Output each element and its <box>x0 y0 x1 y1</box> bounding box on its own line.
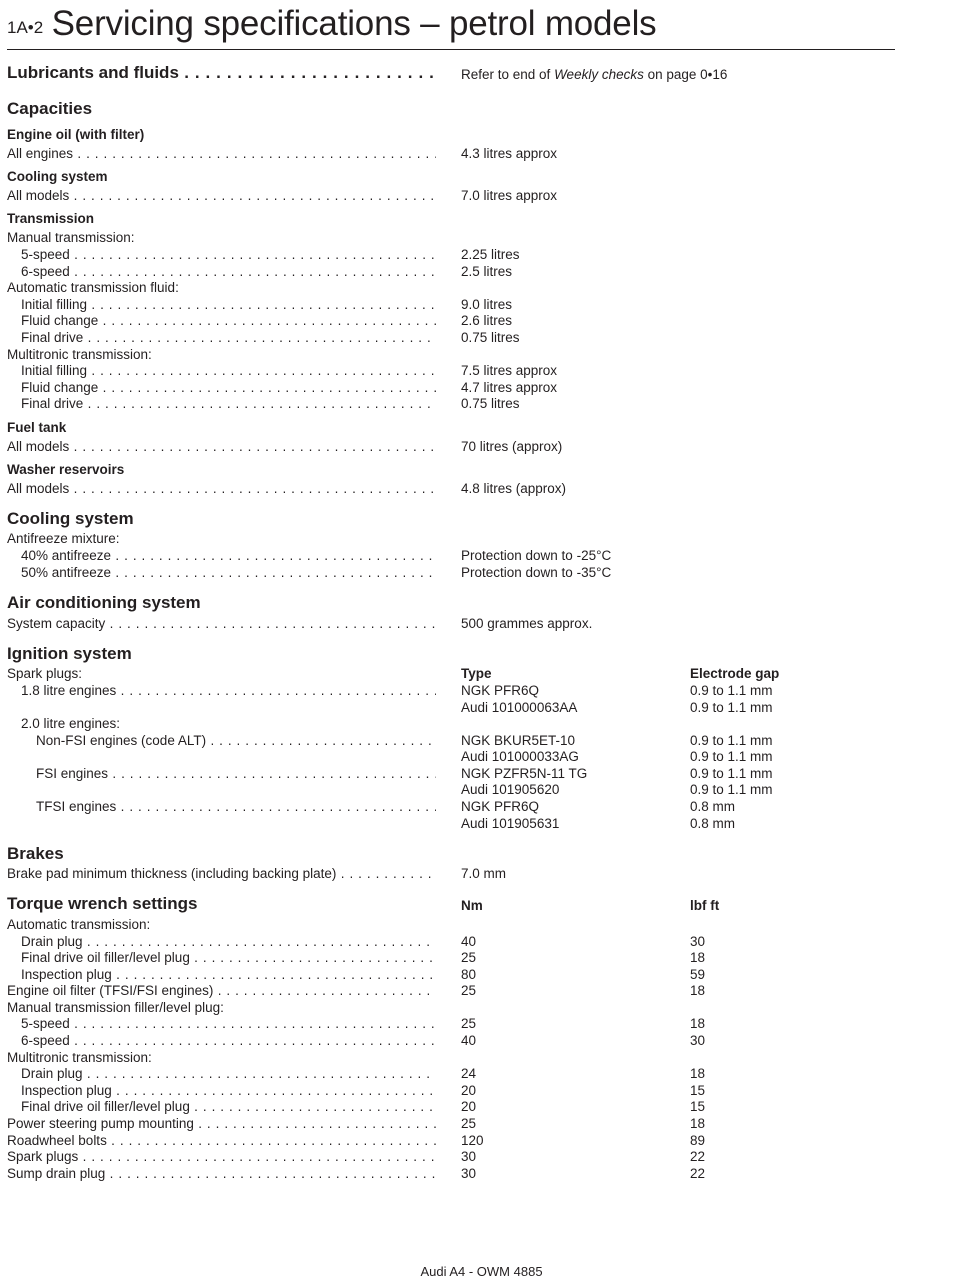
spec-value: 24 <box>461 1066 477 1081</box>
spec-value: 25 <box>461 983 477 998</box>
spec-value: 20 <box>461 1099 477 1114</box>
spec-value: 0.9 to 1.1 mm <box>690 782 773 797</box>
spec-label: System capacity . . . <box>7 615 436 632</box>
lubricants-heading: Lubricants and fluids . . . <box>7 62 436 84</box>
spec-label: All models . . . <box>7 187 436 204</box>
spec-label: Inspection plug . . . <box>7 1082 436 1099</box>
spec-label: 50% antifreeze . . . <box>7 564 436 581</box>
spec-value: Audi 101000063AA <box>461 700 578 715</box>
subsection-heading: Engine oil (with filter) <box>7 127 145 142</box>
spec-label: 6-speed . . . <box>7 263 436 280</box>
spec-value: 15 <box>690 1083 706 1098</box>
spec-value: 0.8 mm <box>690 816 736 831</box>
spec-label: Inspection plug . . . <box>7 966 436 983</box>
spec-label: 40% antifreeze . . . <box>7 547 436 564</box>
subsection-heading: Transmission <box>7 211 95 226</box>
spec-label: FSI engines . . . <box>7 765 436 782</box>
spec-value: 25 <box>461 1016 477 1031</box>
spec-value: Protection down to -35°C <box>461 565 612 580</box>
spec-label: 2.0 litre engines: <box>21 716 121 731</box>
spec-value: 22 <box>690 1166 706 1181</box>
spec-label: Non-FSI engines (code ALT) . . . <box>7 732 436 749</box>
subsection-heading: Fuel tank <box>7 420 67 435</box>
spec-value: NGK PZFR5N-11 TG <box>461 766 588 781</box>
spec-value: 15 <box>690 1099 706 1114</box>
spec-value: 40 <box>461 1033 477 1048</box>
section-heading: Brakes <box>7 844 64 863</box>
spec-value: 0.9 to 1.1 mm <box>690 766 773 781</box>
column-header: lbf ft <box>690 898 720 913</box>
spec-value: 22 <box>690 1149 706 1164</box>
spec-value: 30 <box>461 1166 477 1181</box>
lubricants-value: Refer to end of Weekly checks on page 0•16 <box>461 67 728 82</box>
spec-value: 0.9 to 1.1 mm <box>690 700 773 715</box>
spec-value: 2.5 litres <box>461 264 513 279</box>
page-title: Servicing specifications – petrol models <box>51 4 657 43</box>
spec-value: 0.75 litres <box>461 330 520 345</box>
spec-value: 89 <box>690 1133 706 1148</box>
spec-label: Multitronic transmission: <box>7 1050 152 1065</box>
spec-label: 1.8 litre engines . . . <box>7 682 436 699</box>
spec-label: Brake pad minimum thickness (including backing plate) . . . <box>7 865 436 882</box>
section-heading: Capacities <box>7 99 93 118</box>
spec-label: Spark plugs: <box>7 666 83 681</box>
spec-value: 25 <box>461 950 477 965</box>
spec-value: 2.25 litres <box>461 247 520 262</box>
spec-label: All engines . . . <box>7 145 436 162</box>
spec-label: Sump drain plug . . . <box>7 1165 436 1182</box>
spec-value: 80 <box>461 967 477 982</box>
spec-label: Drain plug . . . <box>7 1065 436 1082</box>
spec-label: Final drive oil filler/level plug . . . <box>7 1098 436 1115</box>
spec-value: 25 <box>461 1116 477 1131</box>
subsection-heading: Cooling system <box>7 169 108 184</box>
spec-value: 30 <box>690 1033 706 1048</box>
spec-value: 2.6 litres <box>461 313 513 328</box>
column-header: Nm <box>461 898 483 913</box>
spec-value: 20 <box>461 1083 477 1098</box>
spec-value: 120 <box>461 1133 484 1148</box>
spec-label: 5-speed . . . <box>7 246 436 263</box>
spec-value: Audi 101905631 <box>461 816 560 831</box>
section-heading: Ignition system <box>7 644 132 663</box>
spec-value: 0.8 mm <box>690 799 736 814</box>
section-heading: Air conditioning system <box>7 593 201 612</box>
spec-value: 40 <box>461 934 477 949</box>
spec-value: 7.5 litres approx <box>461 363 558 378</box>
spec-value: 0.75 litres <box>461 396 520 411</box>
spec-label: Spark plugs . . . <box>7 1148 436 1165</box>
subsection-heading: Washer reservoirs <box>7 462 125 477</box>
spec-label: Automatic transmission fluid: <box>7 280 179 295</box>
spec-label: 6-speed . . . <box>7 1032 436 1049</box>
spec-label: Multitronic transmission: <box>7 347 152 362</box>
spec-value: NGK PFR6Q <box>461 799 540 814</box>
spec-value: 7.0 litres approx <box>461 188 558 203</box>
spec-label: Initial filling . . . <box>7 296 436 313</box>
spec-label: Power steering pump mounting . . . <box>7 1115 436 1132</box>
spec-label: Drain plug . . . <box>7 933 436 950</box>
spec-label: Initial filling . . . <box>7 362 436 379</box>
spec-label: Antifreeze mixture: <box>7 531 120 546</box>
spec-value: 0.9 to 1.1 mm <box>690 683 773 698</box>
page-footer: Audi A4 - OWM 4885 <box>420 1264 543 1279</box>
spec-value: 0.9 to 1.1 mm <box>690 749 773 764</box>
spec-value: 18 <box>690 1066 706 1081</box>
section-heading: Cooling system <box>7 509 134 528</box>
spec-label: Automatic transmission: <box>7 917 151 932</box>
spec-label: Roadwheel bolts . . . <box>7 1132 436 1149</box>
spec-value: 18 <box>690 1016 706 1031</box>
spec-value: Protection down to -25°C <box>461 548 612 563</box>
spec-value: 59 <box>690 967 706 982</box>
page-number: 1A•2 <box>7 18 44 37</box>
spec-value: NGK PFR6Q <box>461 683 540 698</box>
spec-value: 18 <box>690 950 706 965</box>
spec-value: 4.3 litres approx <box>461 146 558 161</box>
spec-label: All models . . . <box>7 480 436 497</box>
column-header: Electrode gap <box>690 666 780 681</box>
spec-value: 9.0 litres <box>461 297 513 312</box>
spec-label: TFSI engines . . . <box>7 798 436 815</box>
spec-label: Final drive . . . <box>7 395 436 412</box>
spec-value: Audi 101905620 <box>461 782 560 797</box>
spec-label: Fluid change . . . <box>7 312 436 329</box>
spec-value: 500 grammes approx. <box>461 616 593 631</box>
spec-value: 70 litres (approx) <box>461 439 563 454</box>
spec-value: 30 <box>461 1149 477 1164</box>
spec-label: Final drive . . . <box>7 329 436 346</box>
spec-value: 30 <box>690 934 706 949</box>
spec-label: All models . . . <box>7 438 436 455</box>
spec-value: 7.0 mm <box>461 866 507 881</box>
spec-value: 4.8 litres (approx) <box>461 481 567 496</box>
spec-label: Manual transmission: <box>7 230 135 245</box>
column-header: Type <box>461 666 492 681</box>
section-heading: Torque wrench settings <box>7 894 198 913</box>
spec-value: 18 <box>690 983 706 998</box>
spec-label: 5-speed . . . <box>7 1015 436 1032</box>
spec-value: 0.9 to 1.1 mm <box>690 733 773 748</box>
spec-value: NGK BKUR5ET-10 <box>461 733 576 748</box>
spec-label: Fluid change . . . <box>7 379 436 396</box>
spec-value: Audi 101000033AG <box>461 749 579 764</box>
spec-value: 18 <box>690 1116 706 1131</box>
spec-value: 4.7 litres approx <box>461 380 558 395</box>
spec-label: Manual transmission filler/level plug: <box>7 1000 224 1015</box>
spec-label: Engine oil filter (TFSI/FSI engines) . . . <box>7 982 436 999</box>
spec-label: Final drive oil filler/level plug . . . <box>7 949 436 966</box>
